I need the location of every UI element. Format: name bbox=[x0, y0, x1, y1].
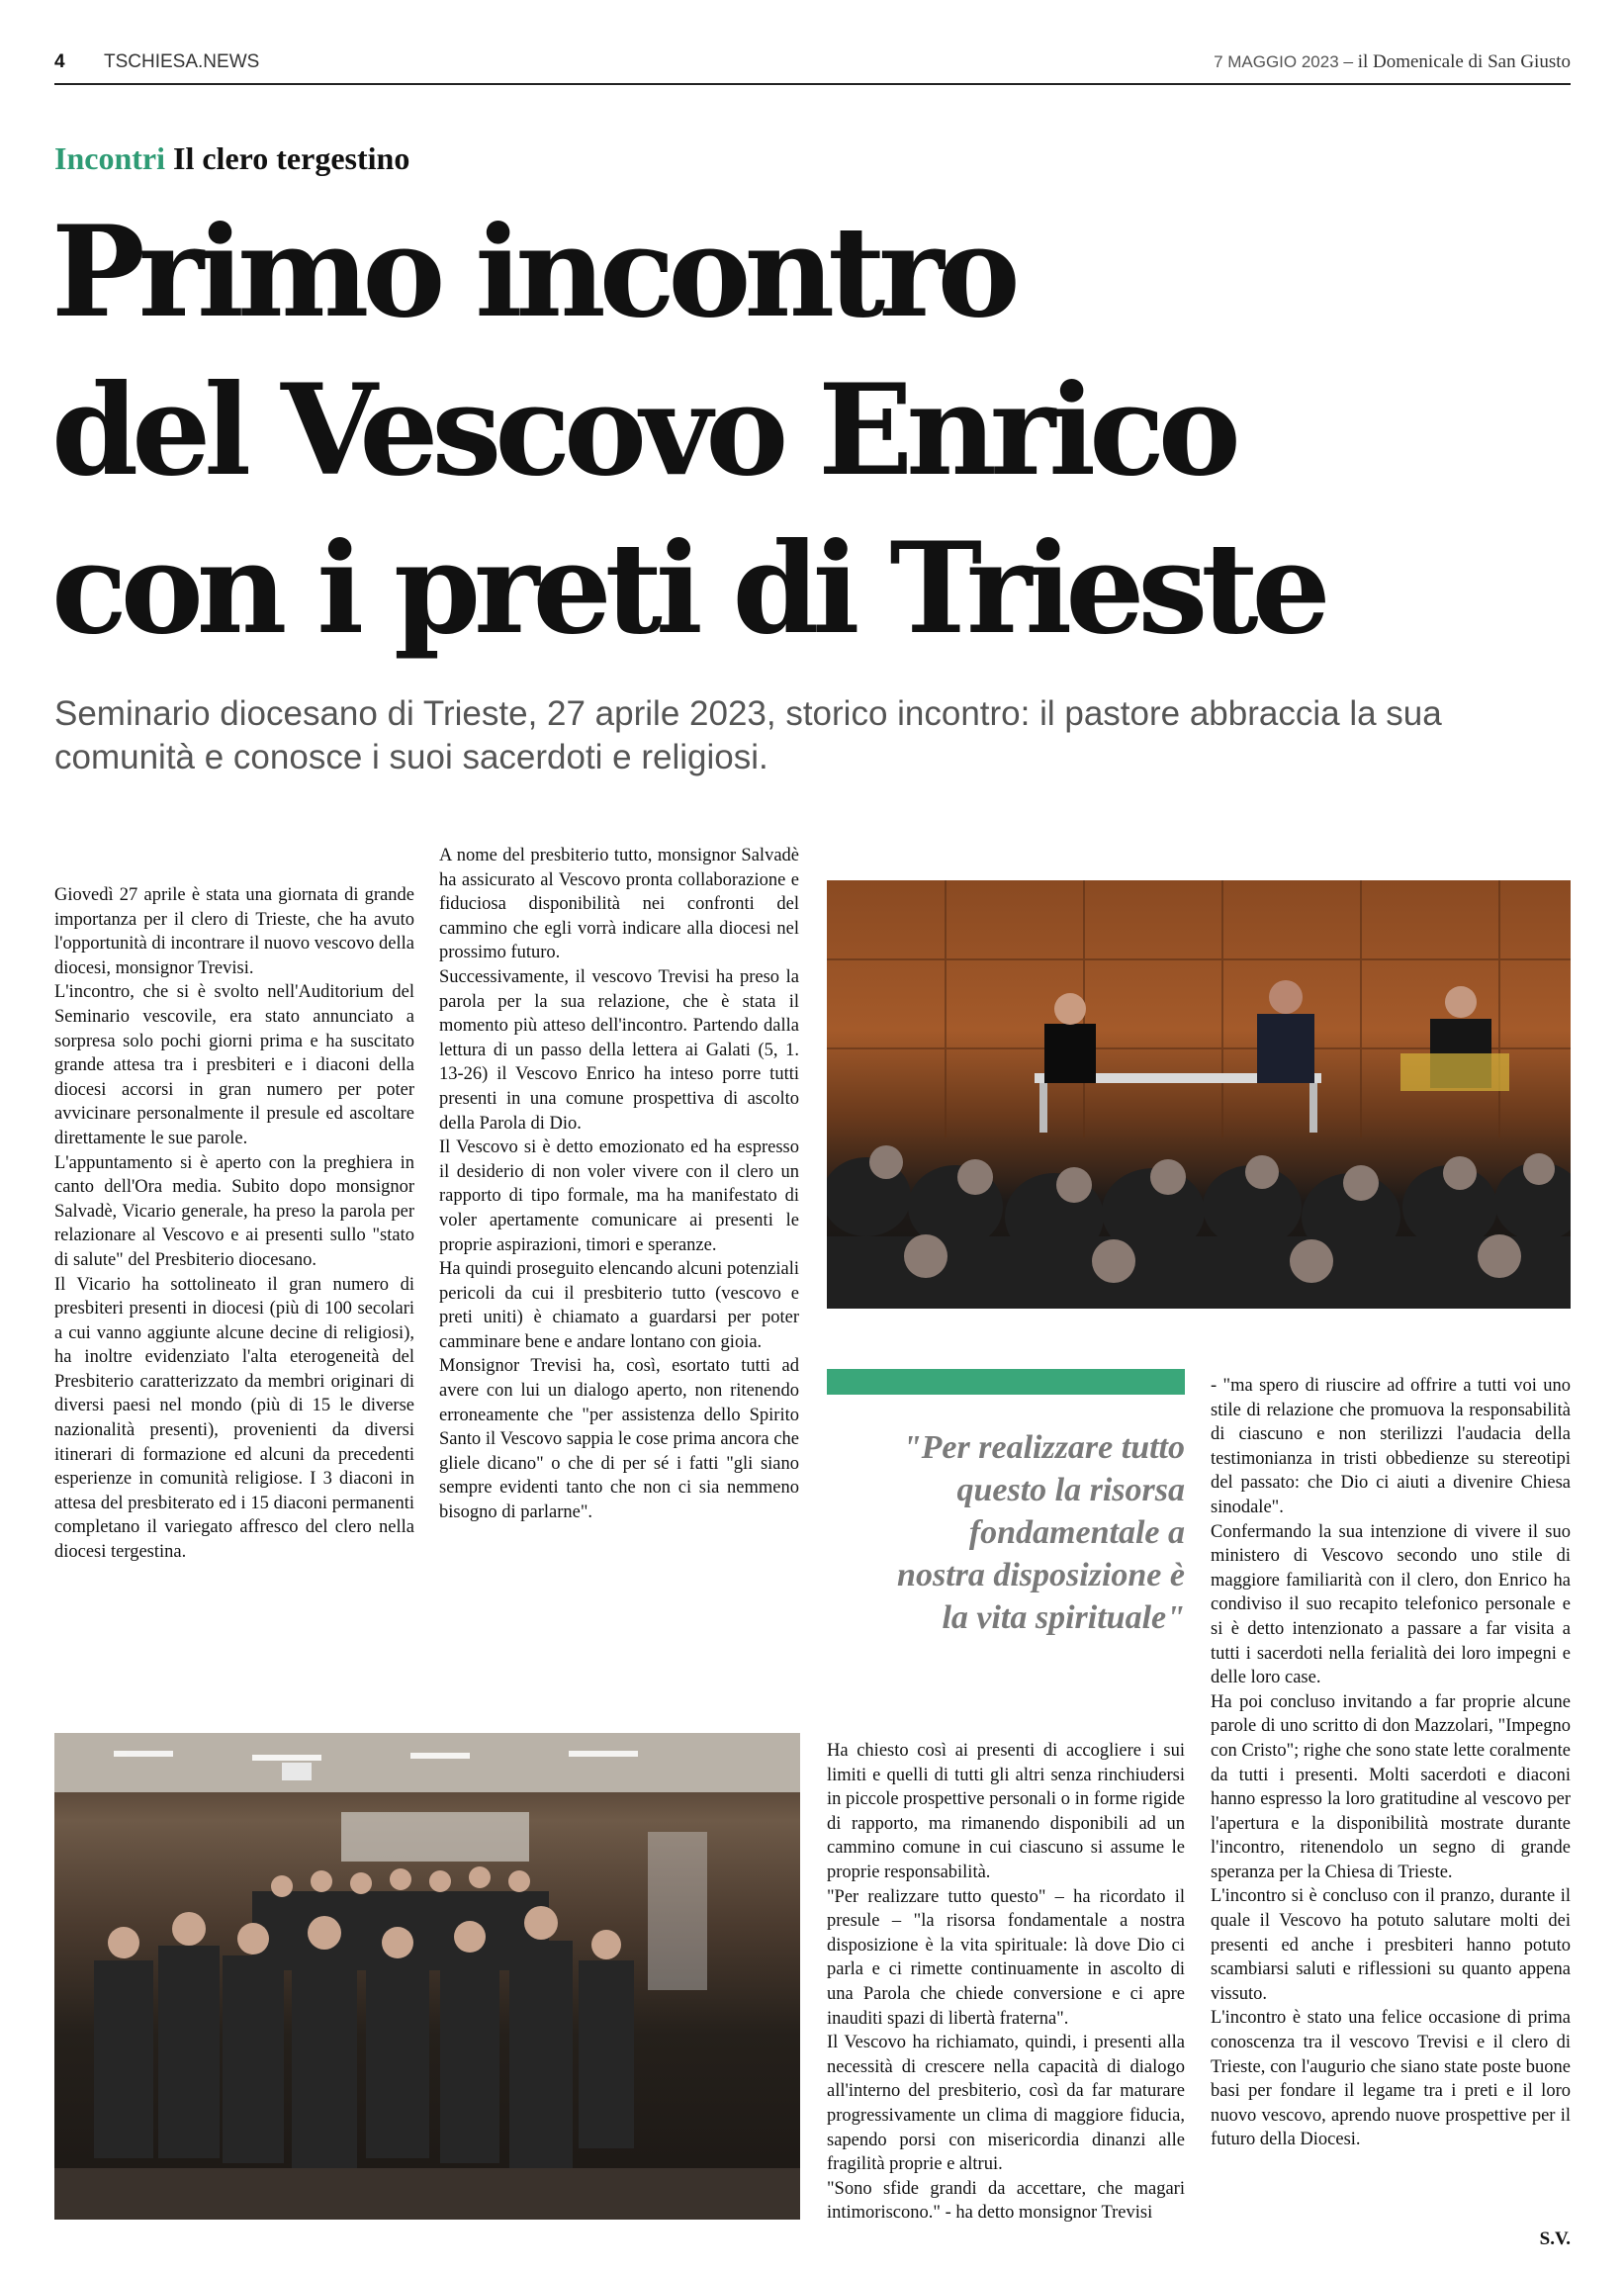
headline bbox=[51, 193, 1486, 668]
article-column-3 bbox=[827, 1739, 1185, 2226]
paragraph: "Per realizzare tutto questo" – ha ricordato il presule – "la risorsa fondamentale a nostra disposizione è la vita spirituale: là dove Dio ci parla e ci rimette continuamente in ascolto di una Parola che chiede conversione e ci apre inauditi spazi di libertà fraterna". bbox=[827, 1886, 1185, 2029]
photo-priests-standing-illustration bbox=[54, 1733, 800, 2220]
paragraph: L'incontro è stato una felice occasione di prima conoscenza tra il vescovo Trevisi e il clero di Trieste, con l'augurio che siano state poste buone basi per fondare il legame tra i preti e il loro nuovo vescovo, aprendo nuove prospettive per il futuro della Diocesi. bbox=[1211, 2008, 1571, 2150]
issue-date: 7 MAGGIO 2023 bbox=[1214, 52, 1339, 71]
paragraph: Il Vicario ha sottolineato il gran numero di presbiteri presenti in diocesi (più di 100 secolari a cui vanno aggiunte alcune decine di religiosi), ha inoltre evidenziato l'alta eterogeneità del Presbiterio caratterizzato da membri originari di diversi paesi nel mondo (più di 15 le diverse nazionalità presenti), provenienti da diversi itinerari di formazione ed alcuni da precedenti esperienze in comunità religiose. I 3 diaconi in attesa del presbiterato ed i 15 diaconi permanenti completano il variegato affresco del clero nella diocesi tergestina. bbox=[54, 1274, 414, 1563]
kicker-topic: Il clero tergestino bbox=[173, 140, 410, 176]
page-header bbox=[54, 51, 1571, 85]
paragraph: Ha quindi proseguito elencando alcuni potenziali pericoli da cui il presbiterio tutto (vescovo e preti uniti) è chiamato a guardarsi per poter camminare bene e andare lontano con gioia. bbox=[439, 1259, 799, 1352]
paragraph: Ha poi concluso invitando a far proprie alcune parole di uno scritto di don Mazzolari, "Impegno con Cristo"; righe che sono state lette coralmente da tutti i presenti. Molti sacerdoti e diaconi hanno espresso la loro gratitudine al vescovo per l'apertura e la disponibilità mostrate durante l'incontro, ritenendolo un segno di grande speranza per la Chiesa di Trieste. bbox=[1211, 1691, 1571, 1882]
paragraph: Successivamente, il vescovo Trevisi ha preso la parola per la sua relazione, che è stata il momento più atteso dell'incontro. Partendo dalla lettura di un passo della lettera ai Galati (5, 1. 13-26) il Vescovo Enrico ha inteso porre tutti presenti in una comune prospettiva di ascolto della Parola di Dio. bbox=[439, 966, 799, 1134]
header-separator: – bbox=[1338, 51, 1358, 72]
paragraph: "Sono sfide grandi da accettare, che magari intimoriscono." - ha detto monsignor Trevisi bbox=[827, 2178, 1185, 2224]
kicker bbox=[54, 140, 409, 177]
paragraph: A nome del presbiterio tutto, monsignor Salvadè ha assicurato al Vescovo pronta collaborazione e fiduciosa disponibilità nei confronti del cammino che egli vorrà indicare alla diocesi nel prossimo futuro. bbox=[439, 846, 799, 963]
publication-name: il Domenicale di San Giusto bbox=[1357, 51, 1571, 72]
photo-priests-standing bbox=[54, 1733, 800, 2220]
photo-bishop-at-table-illustration bbox=[827, 880, 1571, 1309]
paragraph: L'incontro, che si è svolto nell'Auditorium del Seminario vescovile, era stato annunciato a sorpresa solo pochi giorni prima e ha suscitato grande attesa tra i presbiteri e i diaconi della diocesi accorsi in gran numero per poter avvicinare personalmente il presule ed ascoltare direttamente le sue parole. bbox=[54, 982, 414, 1148]
kicker-category: Incontri bbox=[54, 140, 165, 176]
paragraph: Confermando la sua intenzione di vivere il suo ministero di Vescovo secondo uno stile di maggiore familiarità con il clero, don Enrico ha condiviso il suo recapito telefonico personale e si è detto intenzionato a passare a far visita a tutti i sacerdoti nella ferialità dei loro impegni e delle loro case. bbox=[1211, 1521, 1571, 1688]
headline-line: Primo incontro bbox=[51, 199, 1014, 345]
paragraph: Ha chiesto così ai presenti di accogliere i sui limiti e quelli di tutti gli altri senza rinchiudersi in piccole prospettive personali o in forme rigide di rapporto, ma rimanendo disponibili ad un cammino comune in cui ciascuno si assume le proprie responsabilità. bbox=[827, 1741, 1185, 1882]
paragraph: Giovedì 27 aprile è stata una giornata di grande importanza per il clero di Trieste, che ha avuto l'opportunità di incontrare il nuovo vescovo della diocesi, monsignor Trevisi. bbox=[54, 885, 414, 978]
paragraph: Il Vescovo ha richiamato, quindi, i presenti alla necessità di crescere nella capacità di dialogo all'interno del presbiterio, così da far maturare progressivamente un clima di maggiore fiducia, sapendo porsi con misericordia dinanzi alle fragilità proprie e altrui. bbox=[827, 2033, 1185, 2175]
subtitle: Seminario diocesano di Trieste, 27 aprile 2023, storico incontro: il pastore abbraccia la sua comunità e conosce i suoi sacerdoti e religiosi. bbox=[54, 694, 1442, 776]
paragraph: Il Vescovo si è detto emozionato ed ha espresso il desiderio di non voler vivere con il clero un rapporto di tipo formale, ma ha manifestato di voler apertamente comunicare ai presenti le proprie aspirazioni, timori e speranze. bbox=[439, 1137, 799, 1255]
paragraph: - "ma spero di riuscire ad offrire a tutti voi uno stile di relazione che promuova la responsabilità di ciascuno e non sterilizzi l'audacia della testimonianza in tristi obbedienze su stereotipi del passato: che Dio ci aiuti a divenire Chiesa sinodale". bbox=[1211, 1376, 1571, 1517]
pull-quote: "Per realizzare tutto questo la risorsa fondamentale a nostra disposizione è la vita spirituale" bbox=[897, 1429, 1185, 1636]
paragraph: Monsignor Trevisi ha, così, esortato tutti ad avere con lui un dialogo aperto, non ritenendo erroneamente che "per assistenza dello Spirito Santo il Vescovo sappia le cose prima ancora che gliele dicano" o che di per sé i fatti "gli siano sempre evidenti tanto che non ci sia nemmeno bisogno di parlarne". bbox=[439, 1356, 799, 1523]
author-signature: S.V. bbox=[1539, 2228, 1571, 2249]
issue-info bbox=[1214, 51, 1571, 73]
photo-bishop-at-table bbox=[827, 880, 1571, 1309]
accent-bar bbox=[827, 1369, 1185, 1395]
article-column-2 bbox=[439, 844, 799, 1525]
article-column-4 bbox=[1211, 1374, 1571, 2152]
site-name: TSCHIESA.NEWS bbox=[104, 51, 260, 72]
headline-line: del Vescovo Enrico bbox=[51, 357, 1234, 503]
article-column-1 bbox=[54, 883, 414, 1565]
paragraph: L'incontro si è concluso con il pranzo, durante il quale il Vescovo ha potuto salutare molti dei presenti ed anche i presbiteri hanno potuto scambiarsi saluti e riflessioni su quanto appena vissuto. bbox=[1211, 1886, 1571, 2004]
headline-line: con i preti di Trieste bbox=[51, 515, 1324, 662]
paragraph: L'appuntamento si è aperto con la preghiera in canto dell'Ora media. Subito dopo monsignor Salvadè, Vicario generale, ha preso la parola per relazionare al Vescovo e ai presenti sullo "stato di salute" del Presbiterio diocesano. bbox=[54, 1152, 414, 1270]
page-number: 4 bbox=[54, 51, 65, 72]
